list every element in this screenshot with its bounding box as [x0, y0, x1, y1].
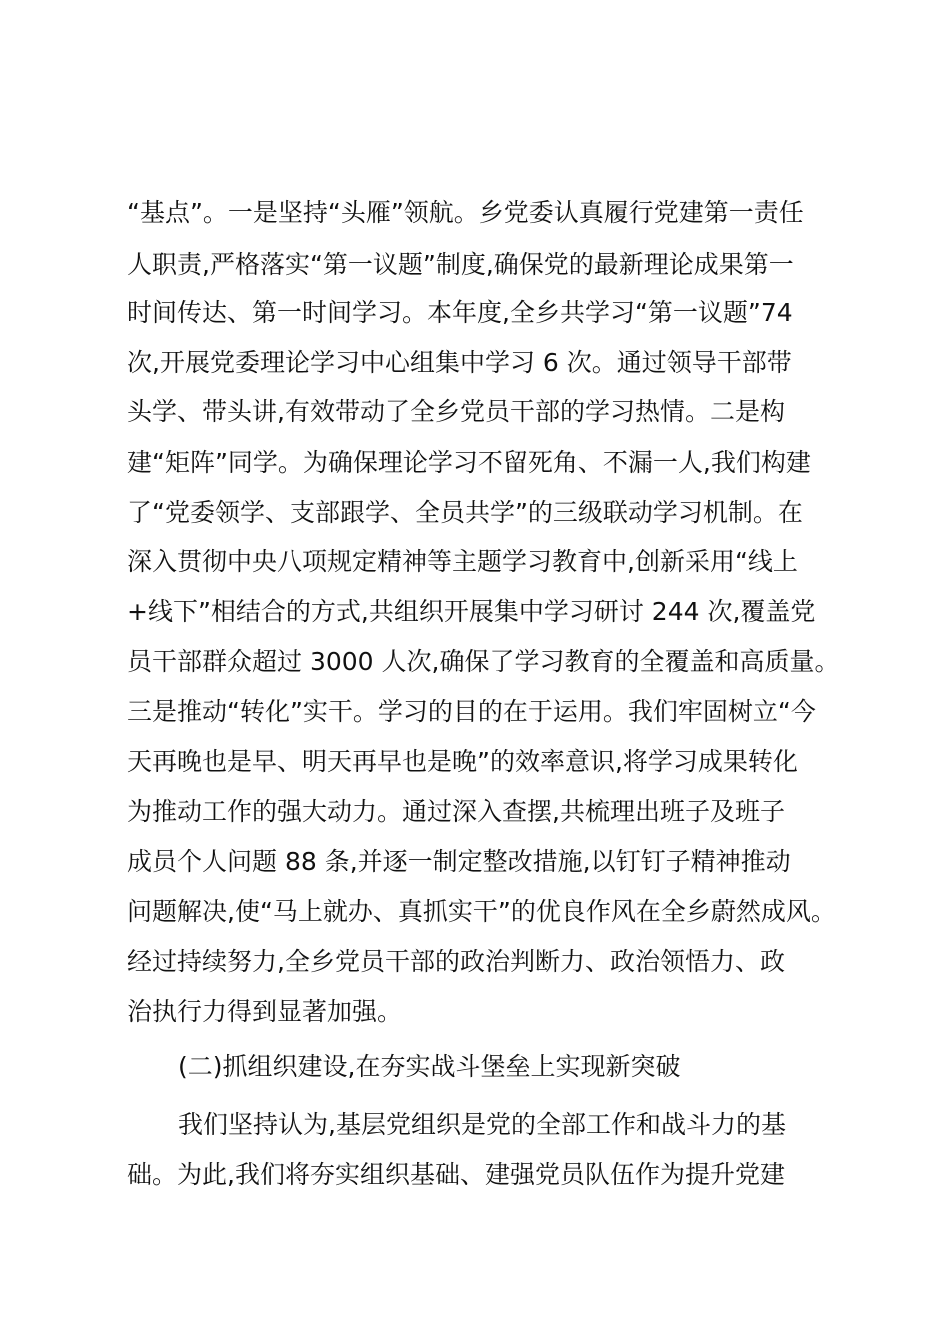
- paragraph-line: 天再晚也是早、明天再早也是晚”的效率意识,将学习成果转化: [127, 747, 798, 776]
- paragraph-line: 建“矩阵”同学。为确保理论学习不留死角、不漏一人,我们构建: [127, 448, 811, 477]
- section-heading: (二)抓组织建设,在夯实战斗堡垒上实现新突破: [178, 1052, 681, 1081]
- paragraph-line: 础。为此,我们将夯实组织基础、建强党员队伍作为提升党建: [127, 1160, 785, 1189]
- paragraph-line: 治执行力得到显著加强。: [127, 997, 403, 1026]
- paragraph-line: 员干部群众超过 3000 人次,确保了学习教育的全覆盖和高质量。: [127, 647, 840, 676]
- paragraph-line: 我们坚持认为,基层党组织是党的全部工作和战斗力的基: [178, 1110, 786, 1139]
- paragraph-line: 头学、带头讲,有效带动了全乡党员干部的学习热情。二是构: [127, 397, 785, 426]
- paragraph-line: 成员个人问题 88 条,并逐一制定整改措施,以钉钉子精神推动: [127, 847, 791, 876]
- paragraph-line: 时间传达、第一时间学习。本年度,全乡共学习“第一议题”74: [127, 298, 793, 327]
- paragraph-line: 问题解决,使“马上就办、真抓实干”的优良作风在全乡蔚然成风。: [127, 897, 836, 926]
- paragraph-line: 三是推动“转化”实干。学习的目的在于运用。我们牢固树立“今: [127, 697, 816, 726]
- paragraph-line: 次,开展党委理论学习中心组集中学习 6 次。通过领导干部带: [127, 348, 792, 377]
- paragraph-line: 深入贯彻中央八项规定精神等主题学习教育中,创新采用“线上: [127, 547, 798, 576]
- paragraph-line: 经过持续努力,全乡党员干部的政治判断力、政治领悟力、政: [127, 947, 785, 976]
- paragraph-line: 人职责,严格落实“第一议题”制度,确保党的最新理论成果第一: [127, 250, 794, 279]
- paragraph-line: +线下”相结合的方式,共组织开展集中学习研讨 244 次,覆盖党: [127, 597, 816, 626]
- paragraph-line: “基点”。一是坚持“头雁”领航。乡党委认真履行党建第一责任: [127, 198, 804, 227]
- paragraph-line: 为推动工作的强大动力。通过深入查摆,共梳理出班子及班子: [127, 797, 785, 826]
- paragraph-line: 了“党委领学、支部跟学、全员共学”的三级联动学习机制。在: [127, 498, 803, 527]
